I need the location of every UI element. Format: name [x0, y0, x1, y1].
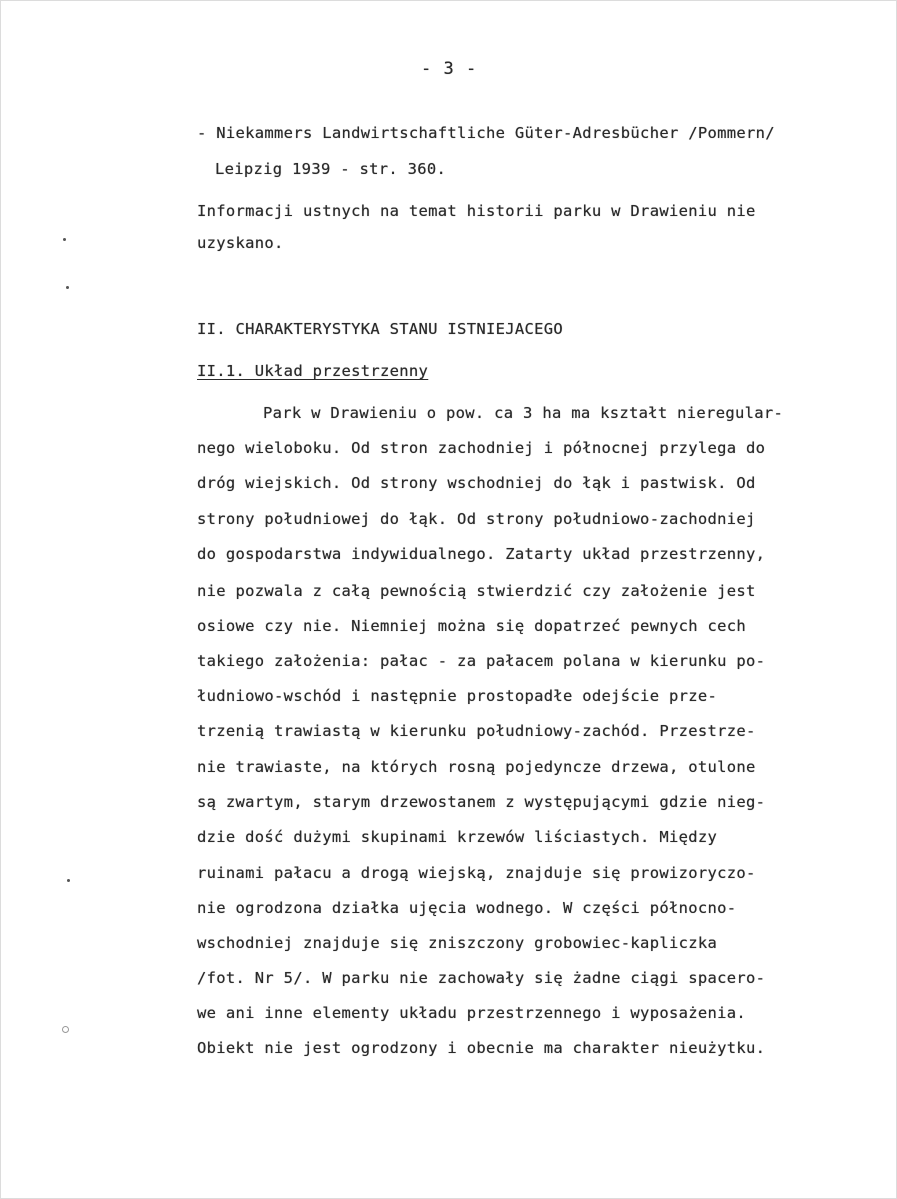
body-line: nie ogrodzona działka ujęcia wodnego. W części północno- — [197, 899, 737, 917]
page-number: - 3 - — [421, 59, 478, 79]
body-line: do gospodarstwa indywidualnego. Zatarty układ przestrzenny, — [197, 545, 766, 563]
body-line: nie trawiaste, na których rosną pojedyncze drzewa, otulone — [197, 758, 756, 776]
margin-speck — [66, 286, 69, 289]
margin-speck — [63, 238, 66, 241]
body-line: strony południowej do łąk. Od strony południowo-zachodniej — [197, 510, 756, 528]
body-line: takiego założenia: pałac - za pałacem polana w kierunku po- — [197, 652, 766, 670]
note-line: uzyskano. — [197, 234, 284, 252]
body-line: Park w Drawieniu o pow. ca 3 ha ma kształt nieregular- — [263, 404, 784, 422]
body-line: łudniowo-wschód i następnie prostopadłe odejście prze- — [197, 687, 718, 705]
body-line: trzenią trawiastą w kierunku południowy-zachód. Przestrze- — [197, 722, 756, 740]
subsection-heading: II.1. Układ przestrzenny — [197, 362, 429, 380]
body-line: nie pozwala z całą pewnością stwierdzić czy założenie jest — [197, 582, 756, 600]
margin-speck — [67, 879, 70, 882]
reference-line: - Niekammers Landwirtschaftliche Güter-Adresbücher /Pommern/ — [197, 124, 775, 142]
body-line: wschodniej znajduje się zniszczony grobowiec-kapliczka — [197, 934, 718, 952]
body-line: Obiekt nie jest ogrodzony i obecnie ma charakter nieużytku. — [197, 1039, 766, 1057]
body-line: we ani inne elementy układu przestrzennego i wyposażenia. — [197, 1004, 747, 1022]
margin-ring-mark — [62, 1026, 69, 1033]
body-line: dróg wiejskich. Od strony wschodniej do łąk i pastwisk. Od — [197, 474, 756, 492]
section-heading: II. CHARAKTERYSTYKA STANU ISTNIEJACEGO — [197, 320, 564, 338]
body-line: /fot. Nr 5/. W parku nie zachowały się żadne ciągi spacero- — [197, 969, 766, 987]
note-line: Informacji ustnych na temat historii parku w Drawieniu nie — [197, 202, 756, 220]
body-line: nego wieloboku. Od stron zachodniej i północnej przylega do — [197, 439, 766, 457]
body-line: osiowe czy nie. Niemniej można się dopatrzeć pewnych cech — [197, 617, 747, 635]
body-line: są zwartym, starym drzewostanem z występującymi gdzie nieg- — [197, 793, 766, 811]
body-line: dzie dość dużymi skupinami krzewów liściastych. Między — [197, 828, 718, 846]
reference-line: Leipzig 1939 - str. 360. — [215, 160, 447, 178]
body-line: ruinami pałacu a drogą wiejską, znajduje się prowizoryczo- — [197, 864, 756, 882]
